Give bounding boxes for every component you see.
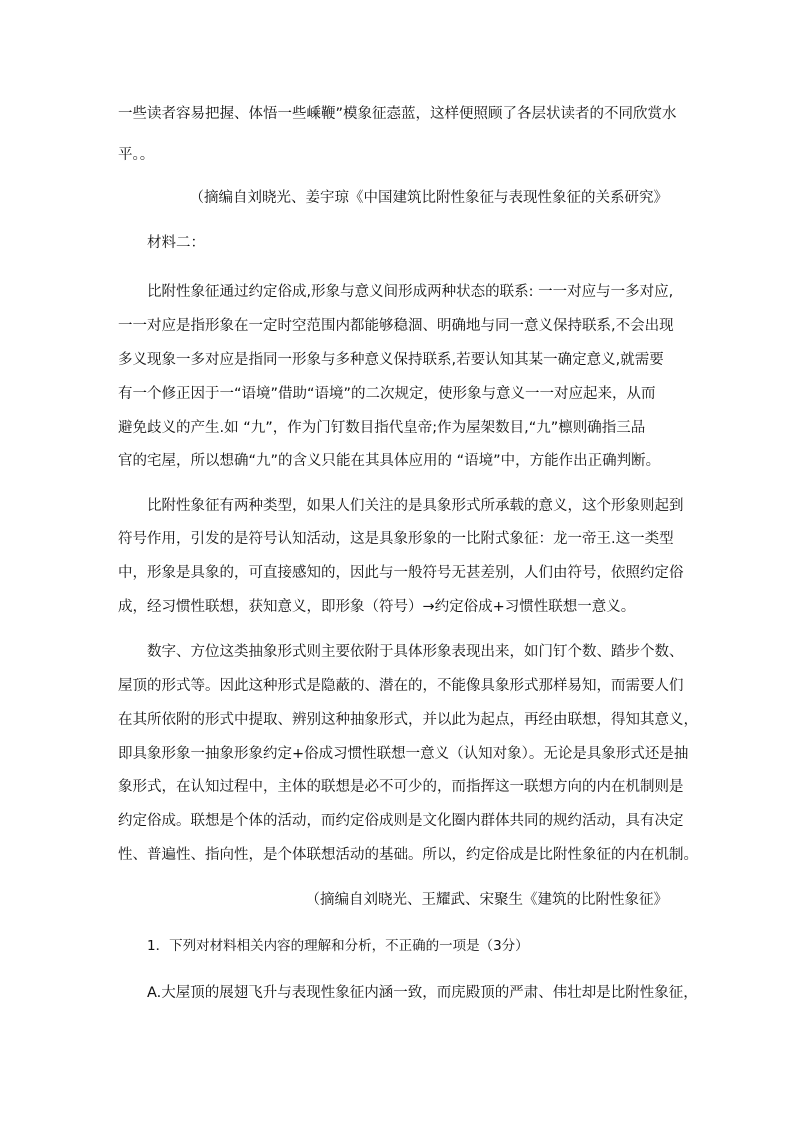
text-line: 中，形象是具象的，可直接感知的，因此与一般符号无甚差别，人们由符号，依照约定俗	[118, 565, 684, 581]
answer-option-a: A.大屋顶的展翅飞升与表现性象征内涵一致，而庑殿顶的严肃、伟壮却是比附性象征，	[147, 985, 698, 1001]
text-line: 平。。	[118, 147, 155, 163]
text-line: 屋顶的形式等。因此这种形式是隐蔽的、潜在的，不能像具象形式那样易知，而需要人们	[118, 678, 684, 694]
text-line: 一些读者容易把握、体悟一些嵊鞭”模象征悫蓝，这样便照顾了各层状读者的不同欣赏水	[118, 106, 677, 122]
text-line: 避免歧义的产生.如 “九”，作为门钉数目指代皇帝;作为屋架数目,“九”檩则确指三品	[118, 420, 646, 436]
text-line: 比附性象征有两种类型，如果人们关注的是具象形式所承载的意义，这个形象则起到	[147, 498, 684, 514]
text-line: 成，经习惯性联想，获知意义，即形象（符号）→约定俗成+习惯性联想一意义。	[118, 599, 636, 615]
text-line: 象形式，在认知过程中，主体的联想是必不可少的，而指挥这一联想方向的内在机制则是	[118, 779, 684, 795]
section-heading: 材料二：	[147, 235, 205, 251]
source-citation: （摘编自刘晓光、姜宇琼《中国建筑比附性象征与表现性象征的关系研究》	[189, 190, 668, 206]
text-line: 有一个修正因于一“语境”借助“语境”的二次规定，使形象与意义一一对应起来，从而	[118, 386, 656, 402]
text-line: 在其所依附的形式中提取、辨别这种抽象形式，并以此为起点，再经由联想，得知其意义，	[118, 712, 698, 728]
text-line: 约定俗成。联想是个体的活动，而约定俗成则是文化圈内群体共同的规约活动，具有决定	[118, 813, 684, 829]
question-stem: 1．下列对材料相关内容的理解和分析，不正确的一项是（3分）	[147, 938, 529, 954]
text-line: 一一对应是指形象在一定时空范围内都能够稳涸、明确地与同一意义保持联系,不会出现	[118, 318, 674, 334]
text-line: 数字、方位这类抽象形式则主要依附于具体形象表现出来，如门钉个数、踏步个数、	[147, 644, 684, 660]
text-line: 官的宅屋，所以想确“九”的含义只能在其具体应用的 “语境”中，方能作出正确判断。	[118, 453, 661, 469]
text-line: 比附性象征通过约定俗成,形象与意义间形成两种状态的联系: 一一对应与一多对应,	[147, 284, 674, 300]
text-line: 即具象形象一抽象形象约定+俗成习惯性联想一意义（认知对象）。无论是具象形式还是抽	[118, 746, 689, 762]
text-line: 多义现象一多对应是指同一形象与多种意义保持联系,若要认知其某一确定意义,就需要	[118, 352, 664, 368]
text-line: 符号作用，引发的是符号认知活动，这是具象形象的一比附式象征：龙一帝王.这一类型	[118, 531, 674, 547]
text-line: 性、普遍性、指向性，是个体联想活动的基础。所以，约定俗成是比附性象征的内在机制。	[118, 847, 698, 863]
source-citation: （摘编自刘晓光、王耀武、宋聚生《建筑的比附性象征》	[305, 892, 668, 908]
